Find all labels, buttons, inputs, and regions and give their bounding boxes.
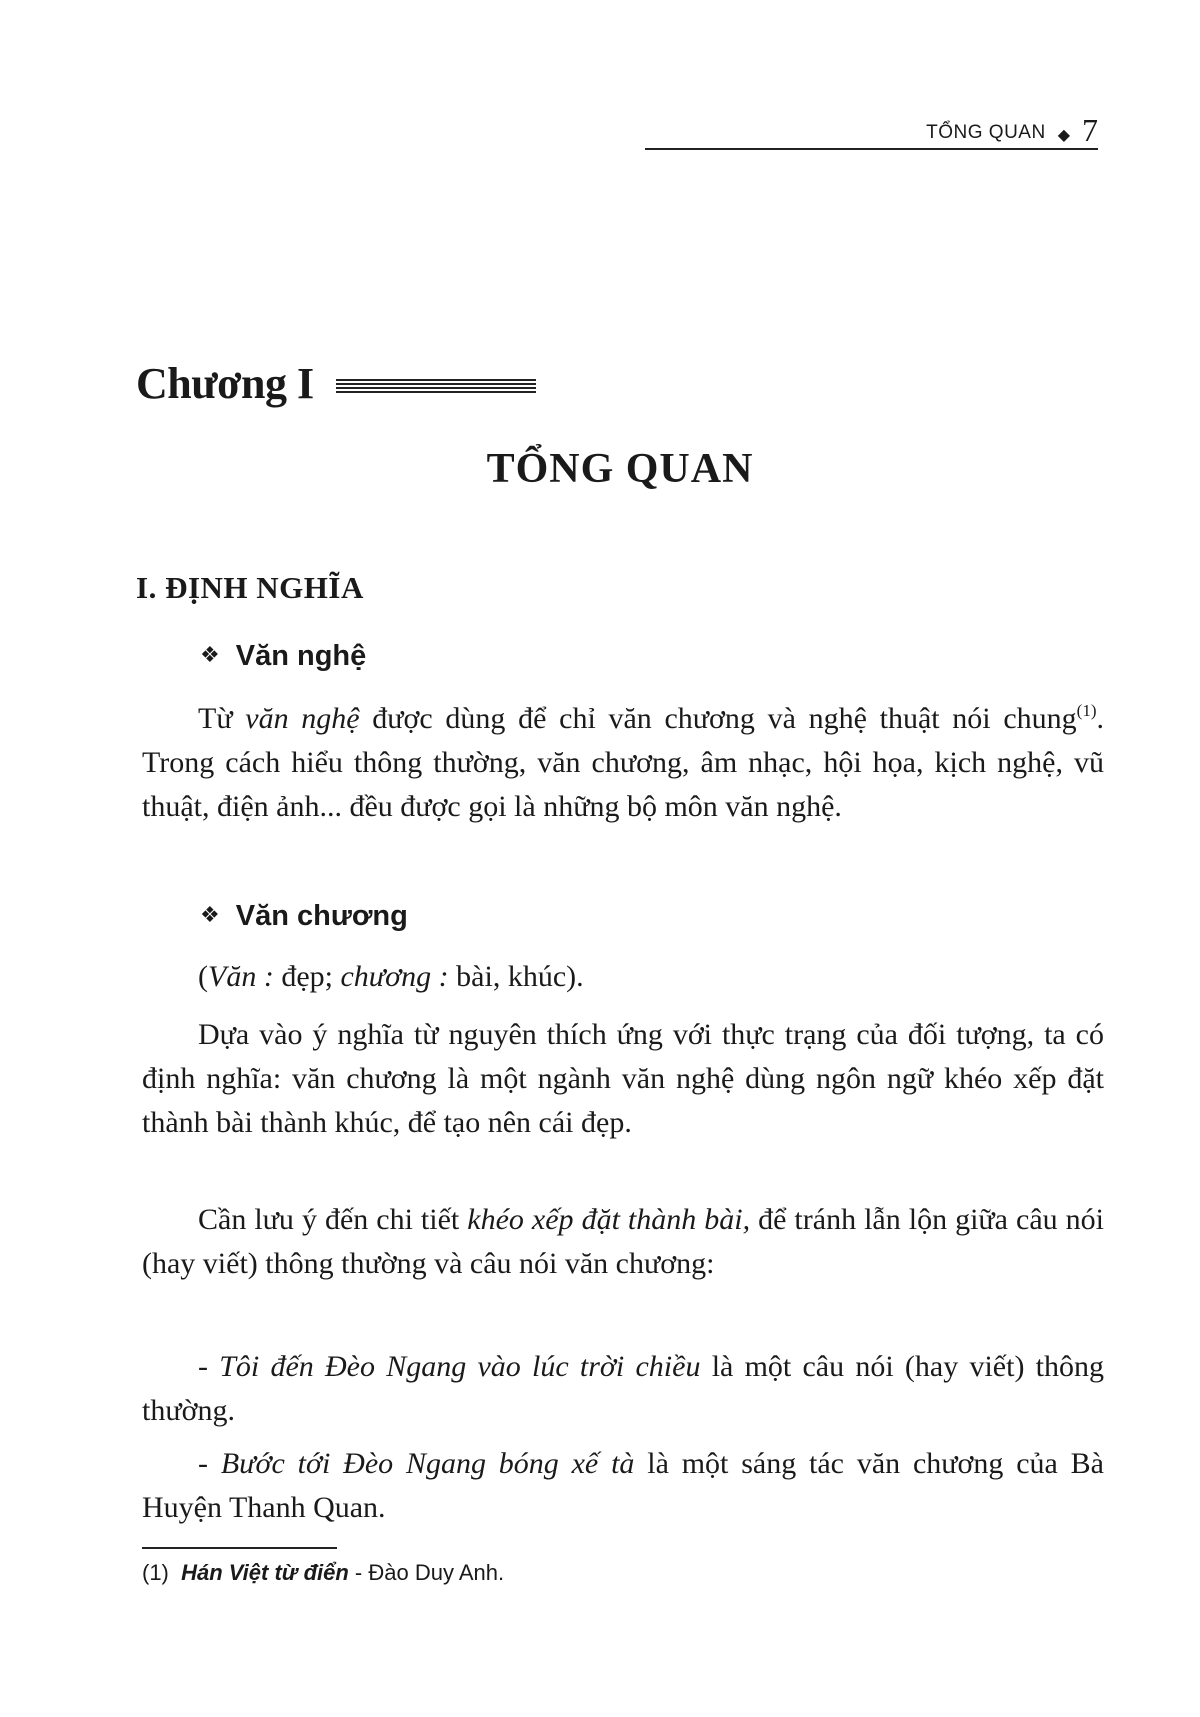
text-run: bài, khúc). [448, 960, 584, 993]
text-run: Cần lưu ý đến chi tiết [198, 1203, 468, 1236]
italic-example: - Bước tới Đèo Ngang bóng xế tà [198, 1447, 635, 1480]
paragraph-example-ordinary [142, 1345, 1104, 1433]
italic-term: chương : [340, 960, 449, 993]
footnote [142, 1560, 504, 1586]
footnote-marker: (1) [142, 1560, 169, 1585]
diamond-icon: ◆ [1057, 125, 1070, 144]
paragraph-van-nghe [142, 697, 1104, 829]
italic-term: khéo xếp đặt thành bài, [467, 1203, 751, 1236]
footnote-divider [142, 1547, 337, 1549]
subsection-title: Văn nghệ [235, 640, 367, 672]
chapter-label: Chương I [136, 359, 314, 408]
text-run: Dựa vào ý nghĩa từ nguyên thích ứng với thực trạng của đối tượng, ta có định nghĩa: văn chương là một ngành văn nghệ dùng ngôn ngữ khéo xếp đặt thành bài thành khúc, để tạo nên cái đẹp. [142, 1018, 1104, 1139]
italic-term: Văn : [208, 960, 274, 993]
chapter-title: TỔNG QUAN [486, 446, 754, 492]
subsection-heading-van-chuong [200, 900, 408, 933]
footnote-author: - Đào Duy Anh. [348, 1560, 505, 1585]
paragraph-example-literary [142, 1442, 1104, 1530]
section-heading: I. ĐỊNH NGHĨA [136, 570, 364, 605]
subsection-heading-van-nghe [200, 640, 366, 673]
footnote-reference: (1) [1076, 701, 1097, 720]
text-run: để tránh lẫn lộn giữa câu nói (hay viết) thông thường và câu nói văn chương: [142, 1203, 1104, 1280]
text-run: . Trong cách hiểu thông thường, văn chương, âm nhạc, hội họa, kịch nghệ, vũ thuật, điện ảnh... đều được gọi là những bộ môn văn nghệ. [142, 702, 1104, 823]
subsection-title: Văn chương [235, 900, 408, 932]
text-run: đẹp; [273, 960, 341, 993]
diamond-bullet-icon: ❖ [200, 903, 220, 928]
text-run: được dùng để chỉ văn chương và nghệ thuật nói chung [359, 702, 1077, 735]
diamond-bullet-icon: ❖ [200, 643, 220, 668]
paragraph-note [142, 1198, 1104, 1286]
italic-term: văn nghệ [245, 702, 360, 735]
running-header-title: TỔNG QUAN [926, 122, 1046, 143]
text-run: Từ [198, 702, 246, 735]
footnote-work-title: Hán Việt từ điển [181, 1560, 349, 1585]
running-header [645, 112, 1098, 150]
chapter-heading [136, 358, 536, 409]
text-run: ( [198, 960, 208, 993]
chapter-decorative-rule [336, 379, 536, 397]
paragraph-etymology [142, 955, 1104, 999]
italic-example: - Tôi đến Đèo Ngang vào lúc trời chiều [198, 1350, 701, 1383]
text-run: là một sáng tác văn chương của Bà Huyện Thanh Quan. [142, 1447, 1105, 1524]
paragraph-definition [142, 1013, 1104, 1145]
text-run: là một câu nói (hay viết) thông thường. [142, 1350, 1104, 1427]
page-number: 7 [1082, 112, 1098, 148]
